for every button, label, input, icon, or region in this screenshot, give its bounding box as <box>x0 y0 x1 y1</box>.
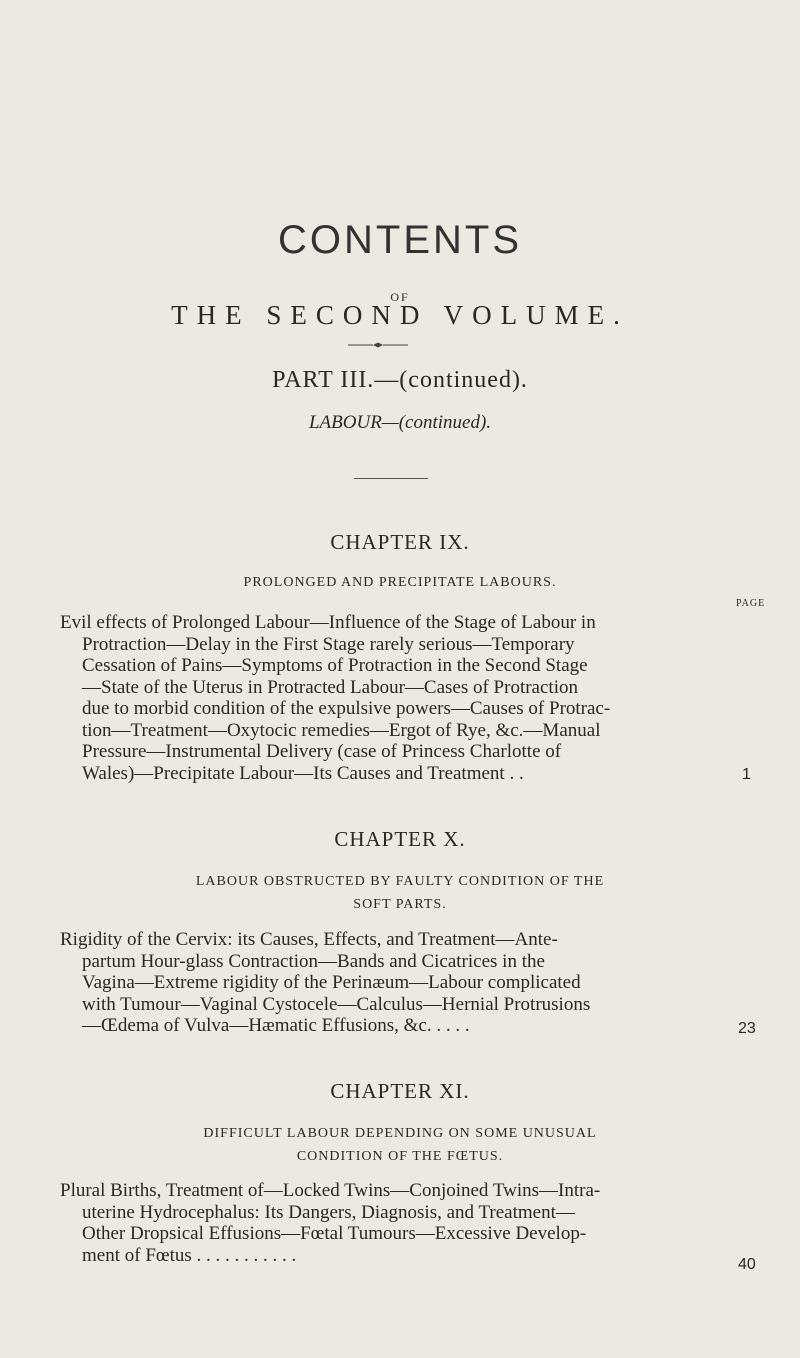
chapter-subtitle: DIFFICULT LABOUR DEPENDING ON SOME UNUSUAL <box>203 1126 597 1141</box>
chapter-entry <box>60 612 724 784</box>
chapter-subtitle: SOFT PARTS. <box>353 897 447 912</box>
entry-line: Other Dropsical Effusions—Fœtal Tumours—Excessive Develop- <box>82 1223 587 1244</box>
page-number: 23 <box>738 1020 756 1037</box>
entry-line: Protraction—Delay in the First Stage rarely serious—Temporary <box>82 633 575 655</box>
entry-line: uterine Hydrocephalus: Its Dangers, Diagnosis, and Treatment— <box>82 1201 575 1223</box>
entry-line: Cessation of Pains—Symptoms of Protraction in the Second Stage <box>82 655 588 676</box>
entry-line: ment of Fœtus . . . . . . . . . . . <box>82 1244 297 1266</box>
page-number: 40 <box>738 1256 756 1273</box>
contents-title: CONTENTS <box>278 218 522 262</box>
chapter-entry <box>60 1180 724 1266</box>
entry-line: Evil effects of Prolonged Labour—Influence of the Stage of Labour in <box>60 612 596 633</box>
chapter-heading: CHAPTER XI. <box>330 1079 470 1103</box>
page-column-label: PAGE <box>736 598 766 609</box>
entry-line: tion—Treatment—Oxytocic remedies—Ergot of Rye, &c.—Manual <box>82 719 601 741</box>
entry-line: —Œdema of Vulva—Hæmatic Effusions, &c. . . . . <box>82 1015 470 1036</box>
entry-line: Plural Births, Treatment of—Locked Twins—Conjoined Twins—Intra- <box>60 1180 601 1201</box>
volume-title: THE SECOND VOLUME. <box>171 300 629 330</box>
entry-line: Rigidity of the Cervix: its Causes, Effects, and Treatment—Ante- <box>60 929 558 950</box>
chapter-subtitle: PROLONGED AND PRECIPITATE LABOURS. <box>243 575 557 590</box>
entry-line: with Tumour—Vaginal Cystocele—Calculus—Hernial Protrusions <box>82 993 591 1015</box>
chapter-heading: CHAPTER X. <box>334 827 466 851</box>
page-number: 1 <box>742 766 751 783</box>
entry-line: due to morbid condition of the expulsive powers—Causes of Protrac- <box>82 698 611 719</box>
section-divider <box>354 478 428 479</box>
chapter-heading: CHAPTER IX. <box>330 530 470 554</box>
entry-line: —State of the Uterus in Protracted Labour—Cases of Protraction <box>82 676 578 698</box>
ornament-divider-icon <box>348 342 408 348</box>
entry-line: partum Hour-glass Contraction—Bands and Cicatrices in the <box>82 950 545 972</box>
chapter-subtitle: CONDITION OF THE FŒTUS. <box>296 1149 504 1164</box>
entry-line: Wales)—Precipitate Labour—Its Causes and Treatment . . <box>82 762 524 784</box>
chapter-subtitle: LABOUR OBSTRUCTED BY FAULTY CONDITION OF THE <box>195 874 605 889</box>
section-heading: LABOUR—(continued). <box>308 412 492 433</box>
entry-line: Vagina—Extreme rigidity of the Perinæum—Labour complicated <box>82 972 581 993</box>
part-heading: PART III.—(continued). <box>272 367 528 393</box>
entry-line: Pressure—Instrumental Delivery (case of Princess Charlotte of <box>82 741 562 762</box>
of-label: OF <box>390 290 410 304</box>
chapter-entry <box>60 929 724 1037</box>
